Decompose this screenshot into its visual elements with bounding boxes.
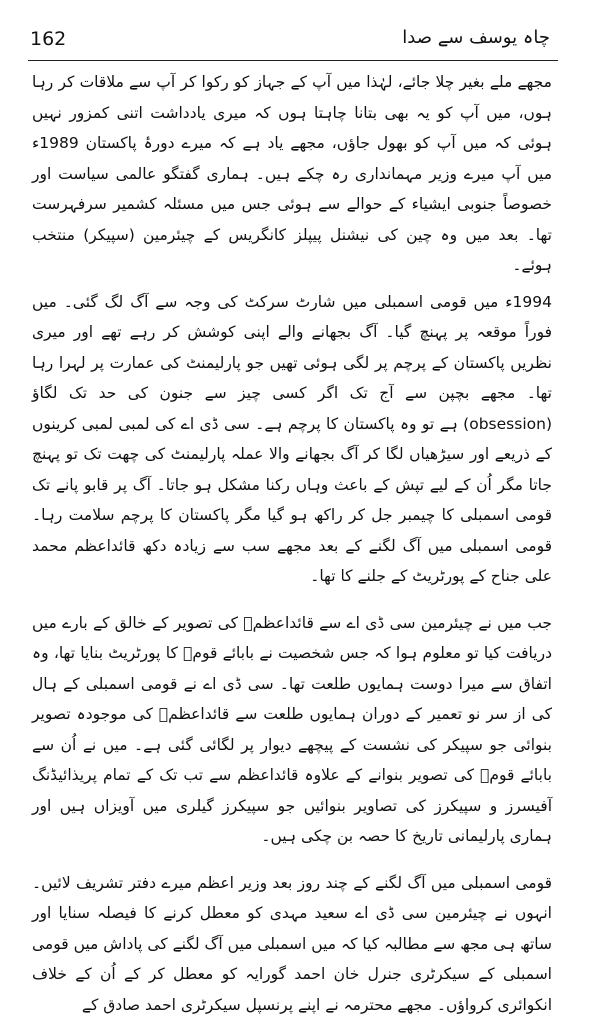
- header-rule: [28, 60, 558, 61]
- paragraph: قومی اسمبلی میں آگ لگنے کے چند روز بعد وزیر اعظم میرے دفتر تشریف لائیں۔ انہوں نے چیئرمین سی ڈی اے سعید مہدی کو معطل کرنے کا فیصلہ سنایا اور ساتھ ہی مجھ سے مطالبہ کیا کہ میں اسمبلی میں آگ لگنے کی پاداش میں قومی اسمبلی کے سیکرٹری جنرل خان احمد گورایہ کو معطل کر کے اُن کے خلاف انکوائری کرواؤں۔ مجھے محترمہ نے اپنے پرنسپل سیکرٹری احمد صادق کے: [32, 868, 552, 1020]
- running-title: چاہ یوسف سے صدا: [402, 26, 550, 50]
- page-number: 162: [30, 28, 66, 50]
- page-body: [32, 67, 552, 1020]
- paragraph: جب میں نے چیئرمین سی ڈی اے سے قائداعظمؒ کی تصویر کے خالق کے بارے میں دریافت کیا تو معلوم ہوا کہ جس شخصیت نے بابائے قومؒ کا پورٹریٹ بنایا تھا، وہ اتفاق سے میرا دوست ہمایوں طلعت تھا۔ سی ڈی اے نے قومی اسمبلی کے ہال کی از سر نو تعمیر کے دوران ہمایوں طلعت سے قائداعظمؒ کی موجودہ تصویر بنوائی جو سپیکر کی نشست کے پیچھے دیوار پر لگائی گئی ہے۔ میں نے اُن سے بابائے قومؒ کی تصویر بنوانے کے علاوہ قائداعظم سے تب تک کے تمام پریذائیڈنگ آفیسرز و سپیکرز کی تصاویر بنوائیں جو سپیکرز گیلری میں آویزاں ہیں اور ہماری پارلیمانی تاریخ کا حصہ بن چکی ہیں۔: [32, 608, 552, 852]
- paragraph: مجھے ملے بغیر چلا جائے، لہٰذا میں آپ کے جہاز کو رکوا کر آپ سے ملاقات کر رہا ہوں، میں آپ کو یہ بھی بتانا چاہتا ہوں کہ میری یادداشت اتنی کمزور نہیں ہوئی کہ میں آپ کو بھول جاؤں، مجھے یاد ہے کہ میرے دورۂ پاکستان 1989ء میں آپ میرے وزیر مہمانداری رہ چکے ہیں۔ ہماری گفتگو عالمی سیاست اور خصوصاً جنوبی ایشیاء کے حوالے سے ہوئی جس میں مسئلہ کشمیر سرفہرست تھا۔ بعد میں وہ چین کی نیشنل پیپلز کانگریس کے چیئرمین (سپیکر) منتخب ہوئے۔: [32, 67, 552, 281]
- paragraph: 1994ء میں قومی اسمبلی میں شارٹ سرکٹ کی وجہ سے آگ لگ گئی۔ میں فوراً موقعہ پر پہنچ گیا۔ آگ بجھانے والے اپنی کوشش کر رہے تھے اور میری نظریں پاکستان کے پرچم پر لگی ہوئی تھیں جو پارلیمنٹ کی عمارت پر لہرا رہا تھا۔ مجھے بچپن سے آج تک اگر کسی چیز سے جنون کی حد تک لگاؤ (obsession) ہے تو وہ پاکستان کا پرچم ہے۔ سی ڈی اے کی لمبی لمبی کرینوں کے ذریعے اور سیڑھیاں لگا کر آگ بجھانے والا عملہ پارلیمنٹ کی چھت تک تو پہنچ جاتا مگر اُن کے لیے تپش کے باعث وہاں رکنا مشکل ہو جاتا۔ آگ پر قابو پانے تک قومی اسمبلی کا چیمبر جل کر راکھ ہو گیا مگر پاکستان کا پرچم سلامت رہا۔ قومی اسمبلی میں آگ لگنے کے بعد مجھے سب سے زیادہ دکھ قائداعظم محمد علی جناح کے پورٹریٹ کے جلنے کا تھا۔: [32, 287, 552, 592]
- page-header: [30, 22, 550, 62]
